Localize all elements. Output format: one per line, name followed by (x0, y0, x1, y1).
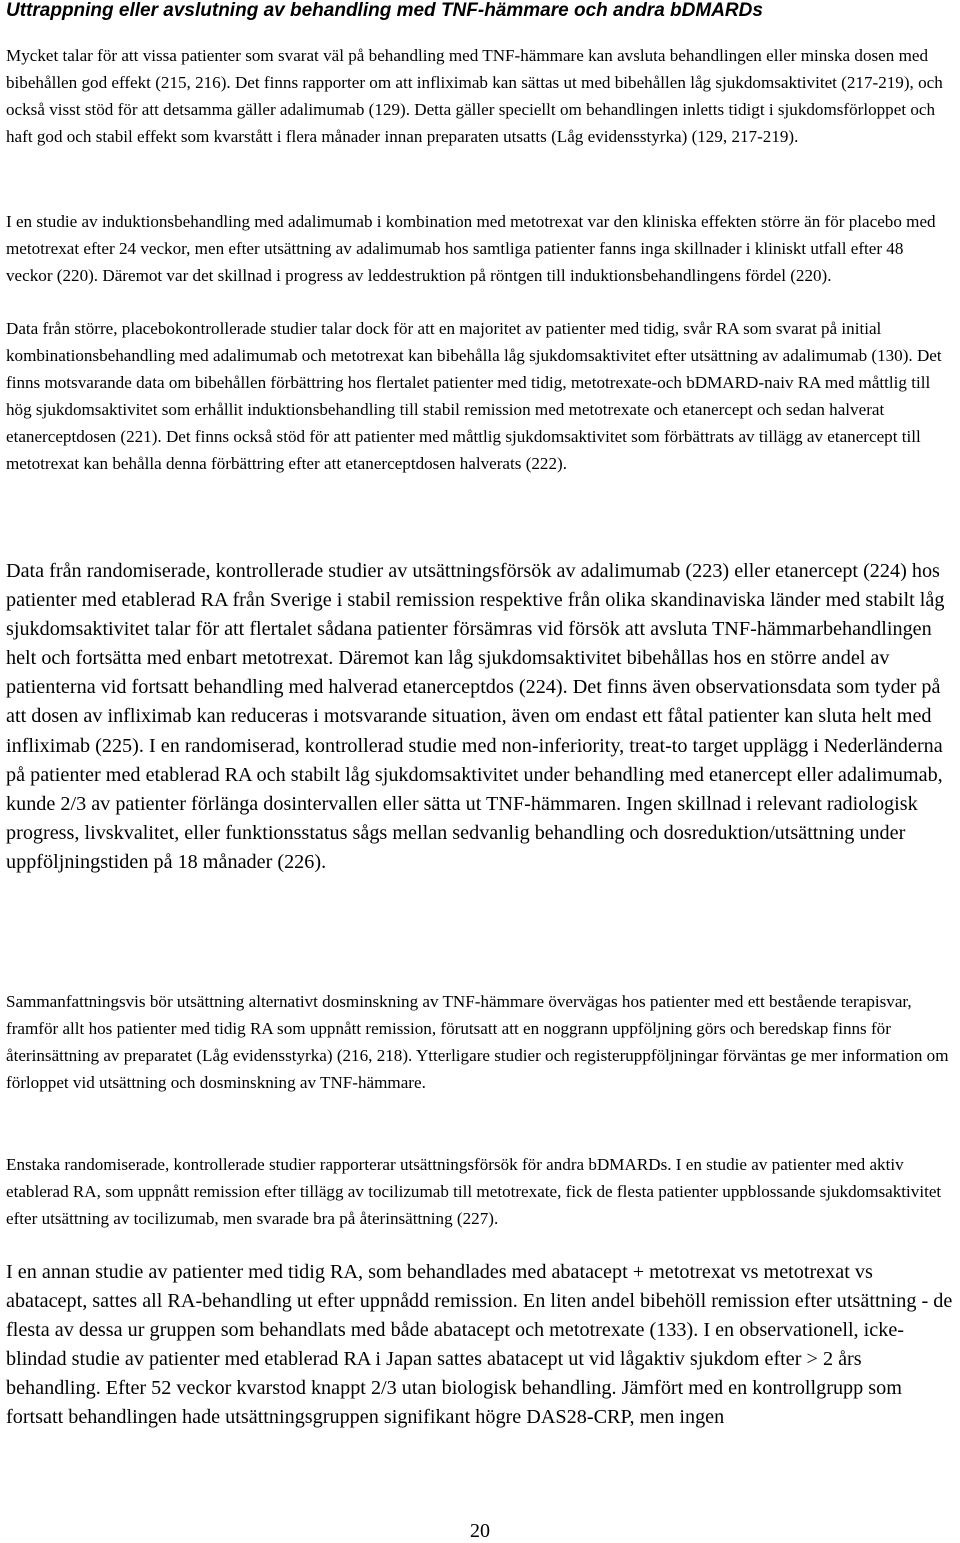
paragraph-discontinuation-evidence: Mycket talar för att vissa patienter som svarat väl på behandling med TNF-hämmare kan avsluta behandlingen eller minska dosen med bibehållen god effekt (215, 216). Det finns rapporter om att infliximab kan sättas ut med bibehållen låg sjukdomsaktivitet (217-219), och också visst stöd för att detsamma gäller adalimumab (129). Detta gäller speciellt om behandlingen inletts tidigt i sjukdomsförloppet och haft god och stabil effekt som kvarstått i flera månader innan preparaten utsatts (Låg evidensstyrka) (129, 217-219). (6, 46, 943, 146)
paragraph-abatacept-studies: I en annan studie av patienter med tidig RA, som behandlades med abatacept + metotrexat vs metotrexat vs abatacept, sattes all RA-behandling ut efter uppnådd remission. En liten andel bibehöll remission efter utsättning - de flesta av dessa ur gruppen som behandlats med både abatacept och metotrexate (133). I en observationell, icke-blindad studie av patienter med etablerad RA i Japan sattes abatacept ut vid lågaktiv sjukdom efter > 2 års behandling. Efter 52 veckor kvarstod knappt 2/3 utan biologisk behandling. Jämfört med en kontrollgrupp som fortsatt behandlingen hade utsättningsgruppen signifikant högre DAS28-CRP, men ingen (6, 1261, 953, 1429)
paragraph-induction-study: I en studie av induktionsbehandling med adalimumab i kombination med metotrexat var den kliniska effekten större än för placebo med metotrexat efter 24 veckor, men efter utsättning av adalimumab hos samtliga patienter fanns inga skillnader i kliniskt utfall efter 48 veckor (220). Däremot var det skillnad i progress av leddestruktion på röntgen till induktionsbehandlingens fördel (220). (6, 212, 936, 285)
paragraph-other-bdmards: Enstaka randomiserade, kontrollerade studier rapporterar utsättningsförsök för andra bDMARDs. I en studie av patienter med aktiv etablerad RA, som uppnått remission efter tillägg av tocilizumab till metotrexate, fick de flesta patienter uppblossande sjukdomsaktivitet efter utsättning av tocilizumab, men svarade bra på återinsättning (227). (6, 1155, 942, 1228)
paragraph-placebo-controlled-data: Data från större, placebokontrollerade studier talar dock för att en majoritet av patienter med tidig, svår RA som svarat på initial kombinationsbehandling med adalimumab och metotrexat kan bibehålla låg sjukdomsaktivitet efter utsättning av adalimumab (130). Det finns motsvarande data om bibehållen förbättring hos flertalet patienter med tidig, metotrexate-och bDMARD-naiv RA med måttlig till hög sjukdomsaktivitet som erhållit induktionsbehandling till stabil remission med metotrexate och etanercept och sedan halverat etanerceptdosen (221). Det finns också stöd för att patienter med måttlig sjukdomsaktivitet som förbättrats av tillägg av etanercept till metotrexat kan behålla denna förbättring efter att etanerceptdosen halverats (222). (6, 319, 942, 473)
page-number: 20 (470, 1520, 490, 1542)
paragraph-summary: Sammanfattningsvis bör utsättning alternativt dosminskning av TNF-hämmare övervägas hos patienter med ett bestående terapisvar, framför allt hos patienter med tidig RA som uppnått remission, förutsatt att en noggrann uppföljning görs och beredskap finns för återinsättning av preparatet (Låg evidensstyrka) (216, 218). Ytterligare studier och registeruppföljningar förväntas ge mer information om förloppet vid utsättning och dosminskning av TNF-hämmare. (6, 992, 949, 1092)
section-heading: Uttrappning eller avslutning av behandling med TNF-hämmare och andra bDMARDs (6, 0, 763, 21)
paragraph-randomized-controlled-data: Data från randomiserade, kontrollerade studier av utsättningsförsök av adalimumab (223) eller etanercept (224) hos patienter med etablerad RA från Sverige i stabil remission respektive från olika skandinaviska länder med stabilt låg sjukdomsaktivitet talar för att flertalet sådana patienter försämras vid försök att avsluta TNF-hämmarbehandlingen helt och fortsätta med enbart metotrexat. Däremot kan låg sjukdomsaktivitet bibehållas hos en större andel av patienterna vid fortsatt behandling med halverad etanerceptdos (224). Det finns även observationsdata som tyder på att dosen av infliximab kan reduceras i motsvarande situation, även om endast ett fåtal patienter kan sluta helt med infliximab (225). I en randomiserad, kontrollerad studie med non-inferiority, treat-to target upplägg i Nederländerna på patienter med etablerad RA och stabilt låg sjukdomsaktivitet under behandling med etanercept eller adalimumab, kunde 2/3 av patienter förlänga dosintervallen eller sätta ut TNF-hämmaren. Ingen skillnad i relevant radiologisk progress, livskvalitet, eller funktionsstatus sågs mellan sedvanlig behandling och dosreduktion/utsättning under uppföljningstiden på 18 månader (226). (6, 560, 945, 873)
